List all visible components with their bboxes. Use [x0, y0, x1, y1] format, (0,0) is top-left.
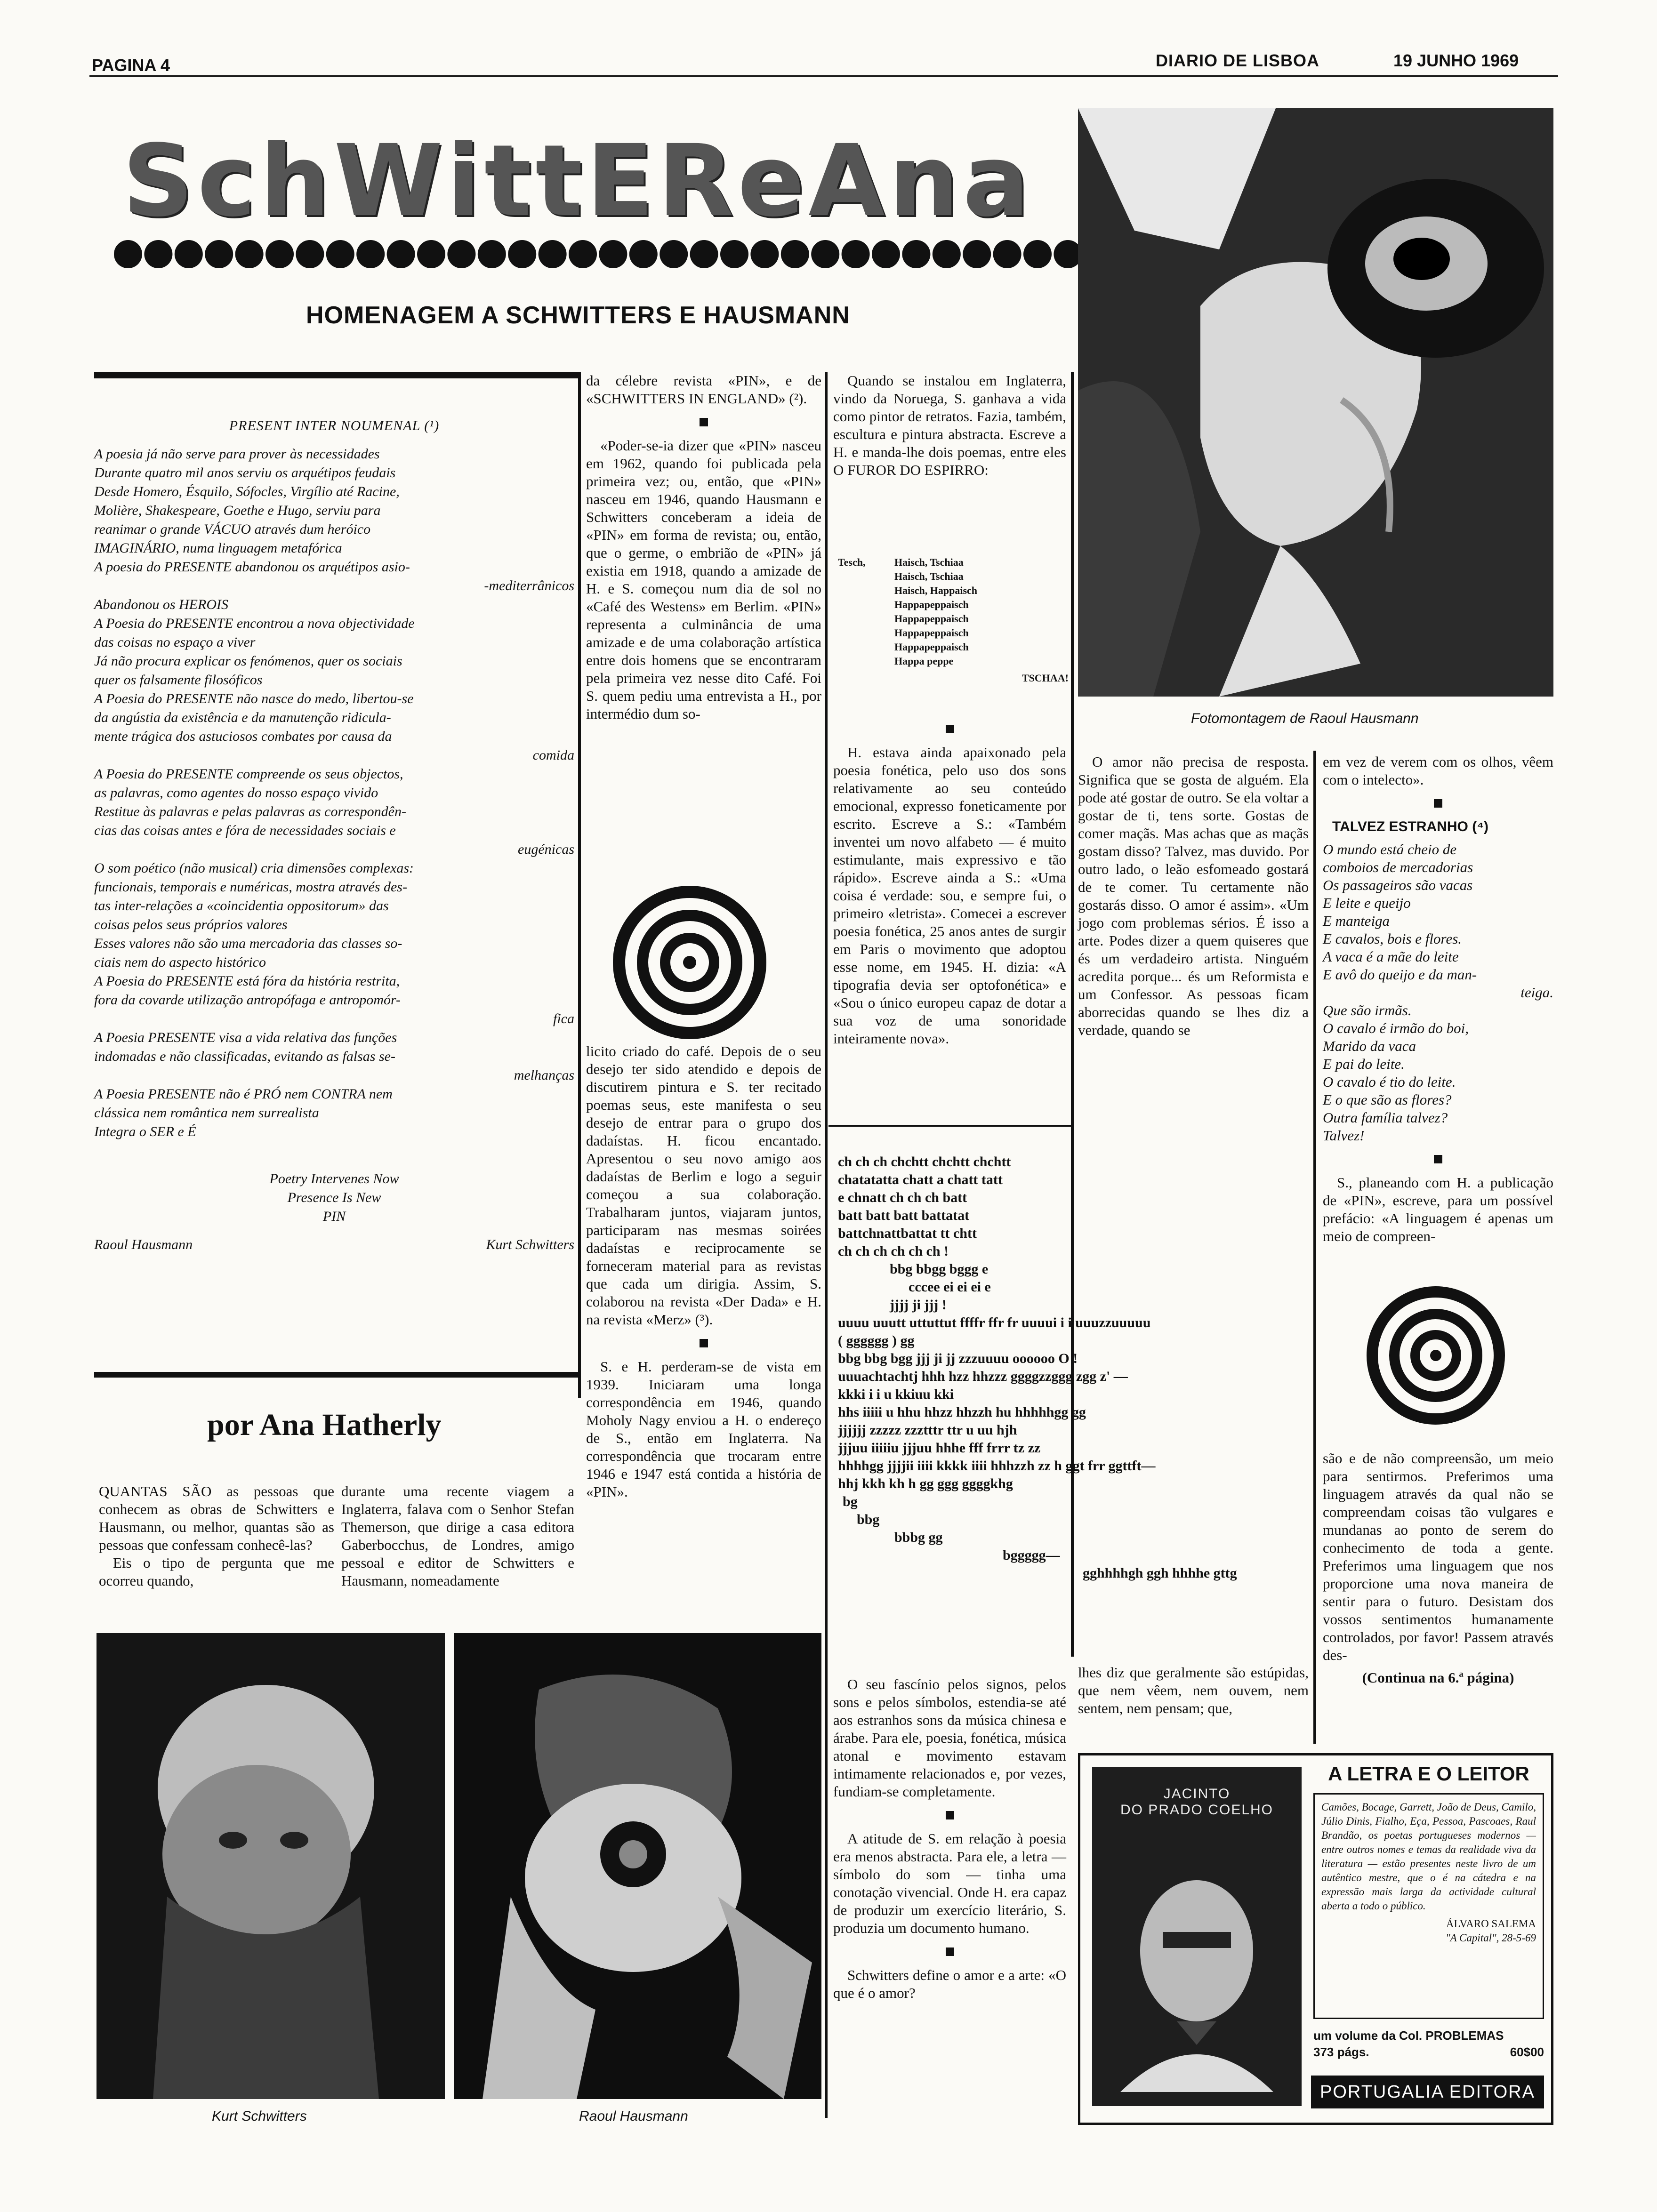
section-marker: [1434, 1155, 1442, 1163]
text-line: Outra família talvez?: [1323, 1109, 1448, 1126]
paragraph: em vez de verem com os olhos, vêem com o intelecto».: [1323, 753, 1553, 788]
book-author-line: JACINTO: [1163, 1786, 1231, 1802]
text-line: hhhhgg jjjjii iiii kkkk iiii hhhzzh zz h ggt frr ggttft—: [838, 1458, 1156, 1474]
manifesto-heading: PRESENT INTER NOUMENAL (¹): [229, 418, 440, 433]
manifesto-signoff: [94, 1170, 574, 1226]
sneeze-start: Tesch,: [838, 556, 866, 568]
text-line: bbg bbg bgg jjj ji jj zzzuuuu oooooo O !: [838, 1351, 1078, 1366]
paragraph: O seu fascínio pelos signos, pelos sons e pelos símbolos, estendia-se até aos estranhos sons da música chinesa e árabe. Para ele, poesia, fonética, música atonal e movimento estavam intimamente relacionados e, por vezes, fundiam-se completamente.: [833, 1676, 1066, 1800]
text-line: O cavalo é irmão do boi,: [1323, 1020, 1469, 1036]
text-line: kkki i i u kkiuu kki: [838, 1387, 954, 1402]
decorative-dot: [114, 240, 142, 268]
signatures: [94, 1235, 574, 1254]
paragraph: Schwitters define o amor e a arte: «O que é o amor?: [833, 1967, 1066, 2001]
text-line: chatatatta chatt a chatt tatt: [838, 1172, 1003, 1187]
text-line: bggggg—: [1003, 1547, 1060, 1563]
decorative-dot: [872, 240, 900, 268]
text-line: quer os falsamente filosóficos: [94, 672, 263, 688]
text-line: comida: [532, 747, 574, 763]
header-rule: [89, 75, 1558, 77]
talvez-poem: [1323, 841, 1553, 1145]
text-line: Marido da vaca: [1323, 1038, 1416, 1054]
decorative-dot: [599, 240, 627, 268]
signature-hausmann: Raoul Hausmann: [94, 1237, 193, 1252]
decorative-dot: [235, 240, 264, 268]
paragraph: QUANTAS SÃO as pessoas que conhecem as obras de Schwitters e Hausmann, ou melhor, quantas são as pessoas que confessam conhecê-las?: [99, 1483, 334, 1553]
decorative-dot: [963, 240, 991, 268]
subtitle: HOMENAGEM A SCHWITTERS E HAUSMANN: [306, 302, 850, 329]
decorative-dot: [296, 240, 324, 268]
text-line: jjjj ji jjj !: [890, 1297, 947, 1313]
section-marker: [946, 1811, 954, 1819]
newspaper-name: DIARIO DE LISBOA: [1156, 51, 1320, 70]
photomontage-caption: Fotomontagem de Raoul Hausmann: [1191, 711, 1419, 726]
text-line: jjjjjj zzzzz zzztttr ttr u uu hjh: [838, 1422, 1017, 1438]
decorative-dot: [508, 240, 536, 268]
section-marker: [1434, 799, 1442, 808]
text-line: Durante quatro mil anos serviu os arquétipos feudais: [94, 465, 396, 481]
text-line: A vaca é a mãe do leite: [1323, 948, 1459, 965]
decorative-dot: [660, 240, 688, 268]
decorative-dot: [690, 240, 718, 268]
section-marker: [700, 1339, 708, 1347]
text-line: Talvez!: [1323, 1127, 1365, 1144]
raoul-hausmann-photo: [454, 1633, 821, 2099]
text-line: clássica nem romântica nem surrealista: [94, 1105, 319, 1121]
text-line: O som poético (não musical) cria dimensões complexas:: [94, 860, 414, 876]
text-line: E cavalos, bois e flores.: [1323, 930, 1462, 947]
decorative-dot: [902, 240, 930, 268]
spiral-target-icon: [612, 885, 767, 1040]
manifesto: [94, 417, 574, 1254]
text-line: A Poesia do PRESENTE está fóra da história restrita,: [94, 973, 400, 989]
text-line: Happapeppaisch: [894, 599, 969, 610]
paragraph: licito criado do café. Depois de o seu desejo ter sido atendido e depois de discutirem pintura e S. ter recitado poemas seus, este manifesta o seu desejo de entrar para o grupo dos dadaístas. H. ficou encantado. Apresentou o seu novo amigo aos dadaístas de Berlim e logo a seguir começou a sua colaboração. Trabalharam juntos, viajaram juntos, participaram nas mesmas soirées dadaístas e reciprocamente se forneceram material para as revistas que cada um dirigia. Assim, S. colaborou na revista «Der Dada» e H. na revista «Merz» (³).: [586, 1043, 821, 1328]
text-line: bbbg gg: [894, 1530, 943, 1545]
text-line: funcionais, temporais e numéricas, mostra através des-: [94, 879, 407, 895]
text-line: Happapeppaisch: [894, 641, 969, 653]
paragraph: Eis o tipo de pergunta que me ocorreu quando,: [99, 1555, 334, 1589]
text-line: Integra o SER e É: [94, 1124, 196, 1139]
paragraph: Quando se instalou em Inglaterra, vindo da Noruega, S. ganhava a vida como pintor de retratos. Fazia, também, escultura e pintura abstracta. Escreve a H. e manda-lhe dois poemas, entre eles O FUROR DO ESPIRRO:: [833, 372, 1066, 478]
decorative-dot: [750, 240, 779, 268]
text-line: E leite e queijo: [1323, 895, 1411, 911]
manifesto-lines: [94, 445, 574, 1141]
ad-quote-source: "A Capital", 28-5-69: [1445, 1932, 1536, 1944]
text-line: Haisch, Happaisch: [894, 585, 978, 596]
paragraph: H. estava ainda apaixonado pela poesia fonética, pelo uso dos sons relativamente ao seu conteúdo emocional, expresso foneticamente por escrito. Escreve a S.: «Também inventei um novo alfabeto — é muito estimulante, mais expressivo e tão rápido». Escreve ainda a S.: «Uma coisa é verdade: sou, e sempre fui, o primeiro «letrista». Comecei a escrever poesia fonética, 25 anos antes de surgir em Paris o movimento que adoptou esse nome, em 1945. H. dizia: «A tipografia devia ser optofonética» e «Sou o único europeu capaz de dotar a sua voz de uma sonoridade inteiramente nova».: [833, 744, 1066, 1047]
ad-title: A LETRA E O LEITOR: [1328, 1763, 1529, 1785]
text-line: batt batt batt battatat: [838, 1208, 970, 1223]
text-line: mente trágica dos astuciosos combates por causa da: [94, 729, 392, 744]
spiral-target-icon: [1365, 1285, 1506, 1426]
column-d: [833, 372, 1066, 479]
column-e-lower: [1078, 1664, 1309, 1717]
decorative-dot: [720, 240, 748, 268]
text-line: E o que são as flores?: [1323, 1091, 1452, 1108]
column-d-lower: [833, 1675, 1066, 2002]
text-line: da angústia da existência e da manutenção ridicula-: [94, 710, 391, 725]
sneeze-end: TSCHAA!: [1022, 672, 1069, 684]
text-line: bbg: [857, 1512, 880, 1527]
text-line: E avô do queijo e da man-: [1323, 966, 1477, 983]
text-line: hhj kkh kh h gg ggg ggggkhg: [838, 1476, 1013, 1491]
text-line: A Poesia PRESENTE não é PRÓ nem CONTRA nem: [94, 1086, 393, 1102]
text-line: bbg bbgg bggg e: [890, 1261, 989, 1277]
signoff-line: Poetry Intervenes Now: [269, 1171, 399, 1186]
text-line: O cavalo é tio do leite.: [1323, 1074, 1456, 1090]
decorative-dot: [447, 240, 475, 268]
decorative-dot: [356, 240, 385, 268]
col-divider: [578, 372, 581, 1398]
ad-blurb: Camões, Bocage, Garrett, João de Deus, Camilo, Júlio Dinis, Fialho, Eça, Pessoa, Pascoaes, Raul Brandão, os poetas portugueses modernos — entre outros nomes e temas da realidade viva da literatura — estão presentes neste livro de um autêntico mestre, que o é na cátedra e na expressão mais larga da actividade cultural aberta a todo o público.: [1321, 1801, 1536, 1912]
decorative-dot: [811, 240, 839, 268]
section-marker: [700, 418, 708, 426]
text-line: e chnatt ch ch ch batt: [838, 1190, 967, 1205]
publisher-banner: PORTUGALIA EDITORA: [1311, 2076, 1544, 2108]
text-line: Happapeppaisch: [894, 627, 969, 639]
text-line: jjjuu iiiiiu jjjuu hhhe fff frrr tz zz: [838, 1440, 1041, 1456]
text-line: A poesia já não serve para prover às necessidades: [94, 446, 380, 462]
text-line: Esses valores não são uma mercadoria das classes so-: [94, 936, 402, 951]
decorative-dot: [539, 240, 567, 268]
paragraph: S., planeando com H. a publicação de «PIN», escreve, para um possível prefácio: «A linguagem é apenas um meio de compreen-: [1323, 1174, 1553, 1244]
text-line: Haisch, Tschiaa: [894, 556, 964, 568]
text-line: Os passageiros são vacas: [1323, 877, 1473, 893]
text-line: Já não procura explicar os fenómenos, quer os sociais: [94, 653, 402, 669]
paragraph: são e de não compreensão, um meio para sentirmos. Preferimos uma linguagem através da qual não se compreendam coisas tão vulgares e mundanas ao ponto de serem do conhecimento de toda a gente. Preferimos uma linguagem que nos proporcione uma nova maneira de sentir para o futuro. Desistam dos vossos sentimentos humanamente controlados, por favor! Passem através des-: [1323, 1450, 1553, 1663]
paragraph: O amor não precisa de resposta. Significa que se gosta de alguém. Ela pode até gostar de outro. Se ela voltar a gostar de ti, tens sorte. Gostas de comer maçãs. Mas achas que as maçãs gostam disso? Talvez, mas duvido. Por outro lado, o leão esfomeado gostará de te comer. Tu certamente não gostarás disso. O amor é assim». «Um jogo com problemas sérios. É isso a arte. Podes dizer a quem quiseres que és um verdadeiro artista. Ninguém acredita porque... és um Reformista e um Confessor. As pessoas ficam aborrecidas quando se lhes diz a verdade, quando se: [1078, 753, 1309, 1038]
decorative-dot: [1023, 240, 1052, 268]
column-f-lower: [1323, 1450, 1553, 1687]
text-line: reanimar o grande VÁCUO através dum heróico: [94, 521, 371, 537]
decorative-dot: [175, 240, 203, 268]
decorative-dot: [478, 240, 506, 268]
text-line: ch ch ch ch ch ch !: [838, 1243, 949, 1259]
signoff-line: Presence Is New: [287, 1190, 381, 1205]
rule-thick: [94, 372, 579, 378]
decorative-dot: [781, 240, 809, 268]
column-a: [99, 1483, 334, 1590]
text-line: Happapeppaisch: [894, 613, 969, 625]
paragraph: A atitude de S. em relação à poesia era menos abstracta. Para ele, a letra — símbolo do som — tinha uma conotação vivencial. Onde H. era capaz de produzir um exercício literário, S. produzia um documento humano.: [833, 1830, 1066, 1936]
page-number: PAGINA 4: [92, 56, 170, 75]
text-line: coisas pelos seus próprios valores: [94, 917, 288, 932]
text-line: Haisch, Tschiaa: [894, 570, 964, 582]
decorative-dot: [842, 240, 870, 268]
text-line: Molière, Shakespeare, Goethe e Hugo, serviu para: [94, 503, 381, 518]
divider: [828, 1125, 1073, 1127]
text-line: IMAGINÁRIO, numa linguagem metafórica: [94, 540, 342, 556]
text-line: Desde Homero, Ésquilo, Sófocles, Virgílio até Racine,: [94, 484, 400, 499]
decorative-dot: [417, 240, 445, 268]
text-line: Restitue às palavras e pelas palavras as correspondên-: [94, 804, 406, 819]
issue-date: 19 JUNHO 1969: [1393, 51, 1519, 70]
text-line: A Poesia do PRESENTE encontrou a nova objectividade: [94, 616, 415, 631]
text-line: comboios de mercadorias: [1323, 859, 1473, 875]
book-author-line: DO PRADO COELHO: [1120, 1802, 1274, 1818]
text-line: A Poesia do PRESENTE compreende os seus objectos,: [94, 766, 403, 782]
text-line: hhs iiiii u hhu hhzz hhzzh hu hhhhhgg gg: [838, 1404, 1086, 1420]
decorative-dot: [629, 240, 658, 268]
book-advertisement: [1078, 1753, 1553, 2125]
text-line: bg: [843, 1494, 858, 1509]
paragraph: lhes diz que geralmente são estúpidas, que nem vêem, nem ouvem, nem sentem, nem pensam; que,: [1078, 1664, 1309, 1716]
section-marker: [946, 725, 954, 733]
book-cover: [1092, 1767, 1302, 2106]
byline: por Ana Hatherly: [207, 1408, 442, 1442]
text-line: gghhhhgh ggh hhhhe gttg: [1083, 1565, 1237, 1581]
text-line: cias das coisas antes e fóra de necessidades sociais e: [94, 823, 396, 838]
text-line: indomadas e não classificadas, evitando as falsas se-: [94, 1049, 395, 1064]
text-line: as palavras, como agentes do nosso espaço vivido: [94, 785, 378, 801]
text-line: A Poesia do PRESENTE não nasce do medo, libertou-se: [94, 691, 414, 706]
text-line: battchnattbattat tt chtt: [838, 1226, 977, 1241]
column-e: [1078, 753, 1309, 1039]
text-line: das coisas no espaço a viver: [94, 634, 256, 650]
text-line: E pai do leite.: [1323, 1056, 1405, 1072]
decorative-dot: [326, 240, 354, 268]
ad-pages-price: [1313, 2045, 1544, 2060]
paragraph: «Poder-se-ia dizer que «PIN» nasceu em 1962, quando foi publicada pela primeira vez; ou, então, que «PIN» nasceu em 1946, quando Hausmann e Schwitters conceberam a ideia de «PIN» em forma de revista; ou, então, que o germe, o embrião de «PIN» já existia em 1918, quando a amizade de H. e S. começou num dia de sol no «Café des Westens» em Berlim. «PIN» representa a culminância de uma amizade e de uma colaboração artística entre dois homens que se encontraram pela primeira vez nesse dito Café. Foi S. quem pediu uma entrevista a H., por intermédio dum so-: [586, 437, 821, 722]
text-line: uuuu uuutt uttuttut ffffr ffr fr uuuui i i uuuzzuuuuu: [838, 1315, 1151, 1330]
ad-pages: 373 págs.: [1313, 2045, 1369, 2059]
text-line: Que são irmãs.: [1323, 1002, 1412, 1018]
ad-collection: um volume da Col. PROBLEMAS: [1313, 2028, 1504, 2043]
column-d-cont: [833, 725, 1066, 1048]
text-line: ( gggggg ) gg: [838, 1333, 915, 1348]
text-line: O mundo está cheio de: [1323, 841, 1457, 858]
signoff-line: PIN: [322, 1209, 346, 1224]
paragraph: da célebre revista «PIN», e de «SCHWITTERS IN ENGLAND» (²).: [586, 372, 821, 407]
text-line: teiga.: [1520, 984, 1553, 1001]
decorative-dot: [144, 240, 172, 268]
ad-quote-author: ÁLVARO SALEMA: [1446, 1918, 1536, 1930]
text-line: eugénicas: [518, 842, 574, 857]
column-c: [586, 372, 821, 723]
signature-schwitters: Kurt Schwitters: [486, 1237, 574, 1252]
text-line: Happa peppe: [894, 655, 954, 667]
text-line: melhanças: [514, 1067, 574, 1083]
text-line: -mediterrânicos: [484, 578, 574, 593]
text-line: E manteiga: [1323, 913, 1390, 929]
section-marker: [946, 1948, 954, 1956]
decorative-dot: [205, 240, 233, 268]
decorative-dot: [569, 240, 597, 268]
paragraph: S. e H. perderam-se de vista em 1939. Iniciaram uma longa correspondência em 1946, quando Moholy Nagy enviou a H. o endereço de S., então em Inglaterra. Na correspondência que trocaram entre 1946 e 1947 está contida a história de «PIN».: [586, 1358, 821, 1500]
ad-blurb-box: [1313, 1793, 1544, 2019]
decorative-dot: [933, 240, 961, 268]
poem-heading: TALVEZ ESTRANHO (⁴): [1332, 819, 1489, 834]
photomontage-image: [1078, 108, 1553, 697]
decorative-dot: [387, 240, 415, 268]
text-line: cccee ei ei ei e: [909, 1279, 991, 1295]
decorative-dot: [265, 240, 294, 268]
column-f: [1323, 753, 1553, 1245]
text-line: tas inter-relações a «coincidentia oppositorum» das: [94, 898, 389, 914]
sneeze-poem: [838, 555, 1069, 685]
title-logo: SchWittEReAna: [122, 123, 1033, 239]
text-line: ciais nem do aspecto histórico: [94, 954, 266, 970]
ad-price: 60$00: [1510, 2045, 1544, 2059]
column-b: [341, 1483, 574, 1590]
sneeze-lines: [894, 555, 977, 668]
text-line: fica: [553, 1011, 574, 1026]
text-line: A poesia do PRESENTE abandonou os arquétipos asio-: [94, 559, 410, 575]
text-line: Abandonou os HEROIS: [94, 597, 228, 612]
text-line: ch ch ch chchtt chchtt chchtt: [838, 1154, 1011, 1170]
text-line: uuuachtachtj hhh hzz hhzzz ggggzzggg zgg z' —: [838, 1369, 1128, 1384]
col-divider: [1313, 751, 1316, 1744]
text-line: fora da covarde utilização antropófaga e antropomór-: [94, 992, 401, 1008]
kurt-schwitters-photo: [97, 1633, 445, 2099]
text-line: A Poesia PRESENTE visa a vida relativa das funções: [94, 1030, 397, 1045]
col-divider: [825, 372, 828, 2118]
raoul-caption: Raoul Hausmann: [579, 2108, 688, 2124]
decorative-dot: [993, 240, 1022, 268]
continued-note: (Continua na 6.ª página): [1362, 1669, 1514, 1686]
column-c-cont: [586, 1042, 821, 1501]
kurt-caption: Kurt Schwitters: [212, 2108, 307, 2124]
dot-band: [113, 238, 1083, 271]
sound-poem: [838, 1153, 1309, 1582]
paragraph: durante uma recente viagem a Inglaterra, falava com o Senhor Stefan Themerson, que dirige a casa editora Gaberbocchus, de Londres, amigo pessoal e editor de Schwitters e Hausmann, nomeadamente: [341, 1483, 574, 1589]
rule-thick: [94, 1372, 579, 1378]
